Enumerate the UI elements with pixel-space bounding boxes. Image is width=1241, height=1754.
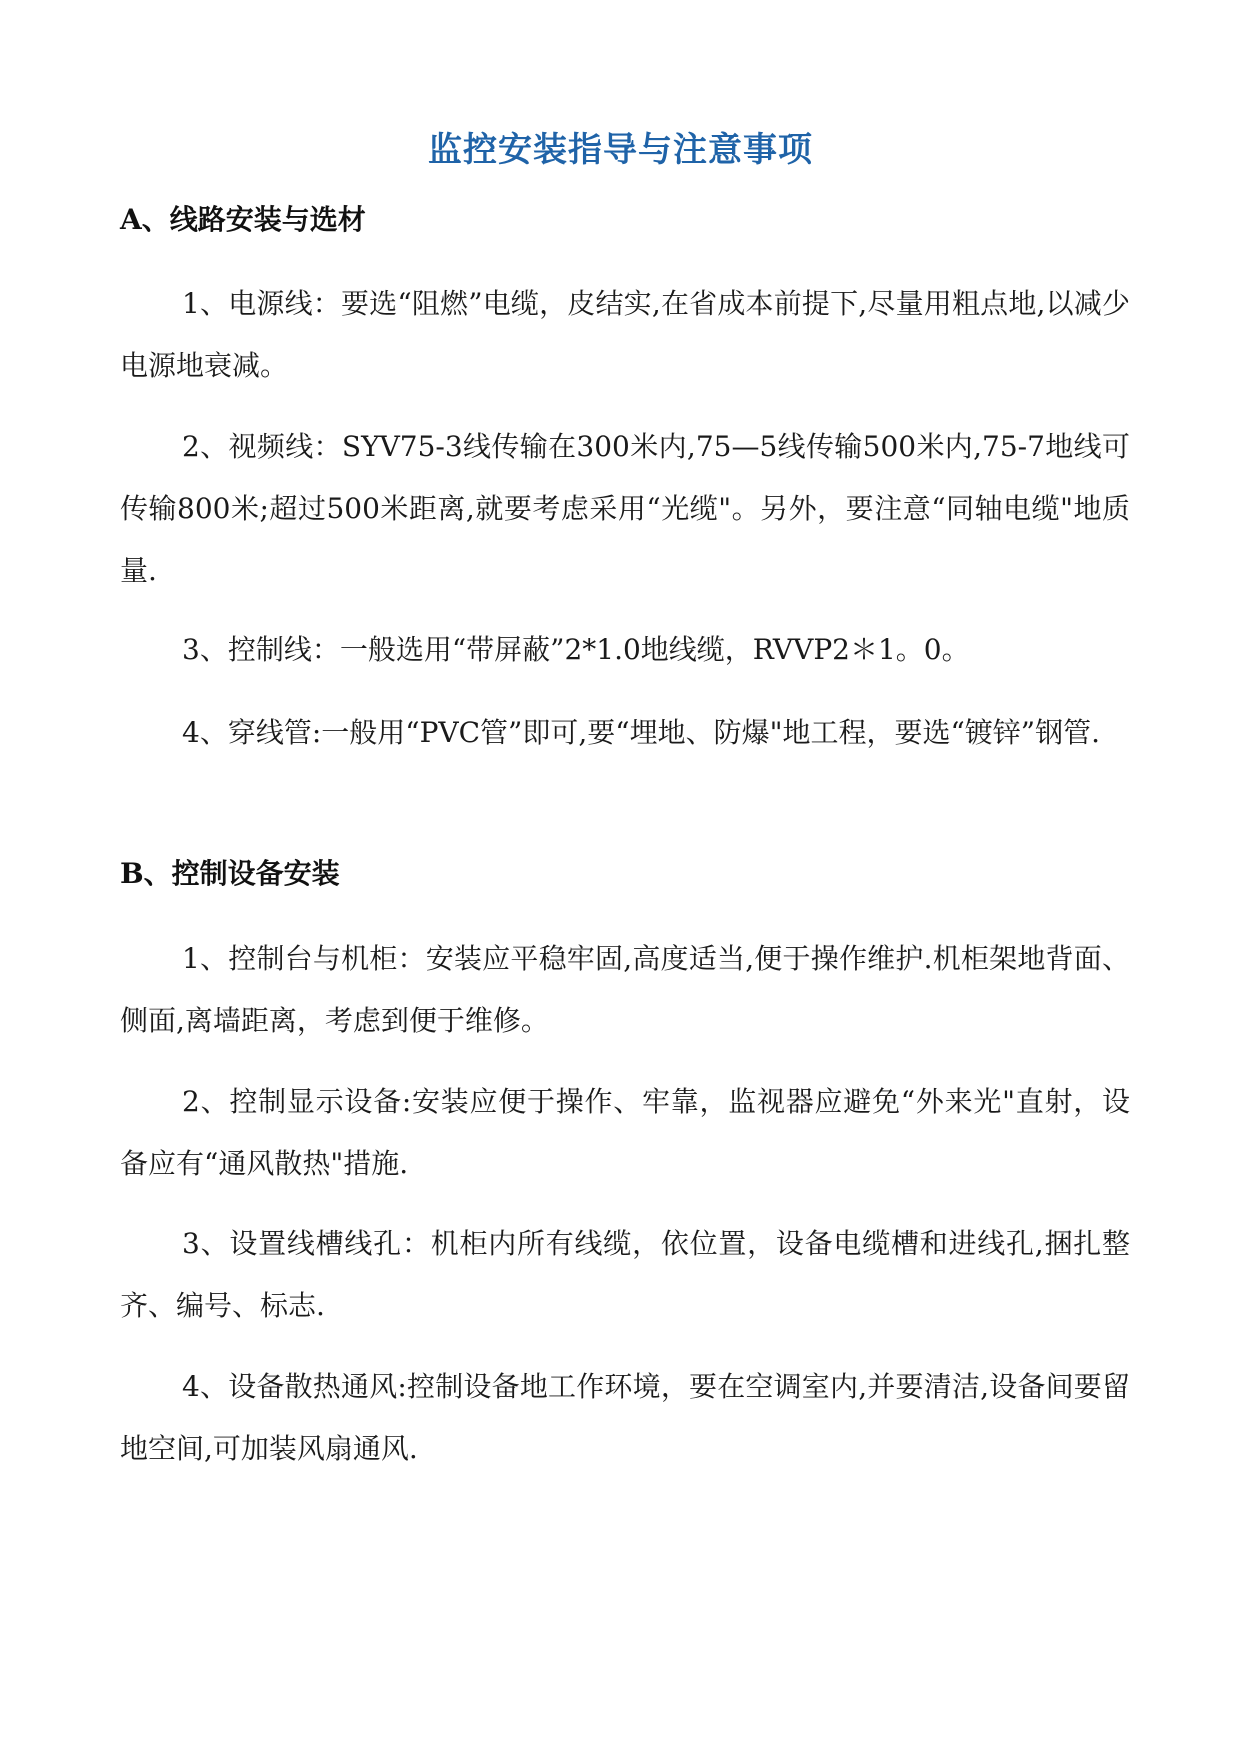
section-heading-a: A、线路安装与选材 — [120, 203, 366, 236]
paragraph-conduit: 4、穿线管:一般用“PVC管”即可,要“埋地、防爆"地工程，要选“镀锌”钢管. — [182, 716, 1100, 749]
paragraph-ventilation: 4、设备散热通风:控制设备地工作环境，要在空调室内,并要清洁,设备间要留地空间,可加装风扇通风. — [120, 1370, 1130, 1465]
document-title: 监控安装指导与注意事项 — [428, 130, 813, 170]
paragraph-power-line: 1、电源线：要选“阻燃”电缆，皮结实,在省成本前提下,尽量用粗点地,以减少电源地衰减。 — [120, 287, 1130, 382]
section-heading-b: B、控制设备安装 — [120, 857, 340, 890]
paragraph-display-equipment: 2、控制显示设备:安装应便于操作、牢靠，监视器应避免“外来光"直射，设备应有“通风散热"措施. — [120, 1085, 1130, 1180]
paragraph-console-cabinet: 1、控制台与机柜：安装应平稳牢固,高度适当,便于操作维护.机柜架地背面、侧面,离墙距离，考虑到便于维修。 — [120, 942, 1130, 1037]
paragraph-control-line: 3、控制线：一般选用“带屏蔽”2*1.0地线缆，RVVP2＊1。0。 — [182, 633, 970, 666]
paragraph-cable-trough: 3、设置线槽线孔：机柜内所有线缆，依位置，设备电缆槽和进线孔,捆扎整齐、编号、标志. — [120, 1227, 1130, 1322]
paragraph-video-line: 2、视频线：SYV75-3线传输在300米内,75—5线传输500米内,75-7地线可传输800米;超过500米距离,就要考虑采用“光缆"。另外，要注意“同轴电缆"地质量. — [120, 430, 1130, 587]
